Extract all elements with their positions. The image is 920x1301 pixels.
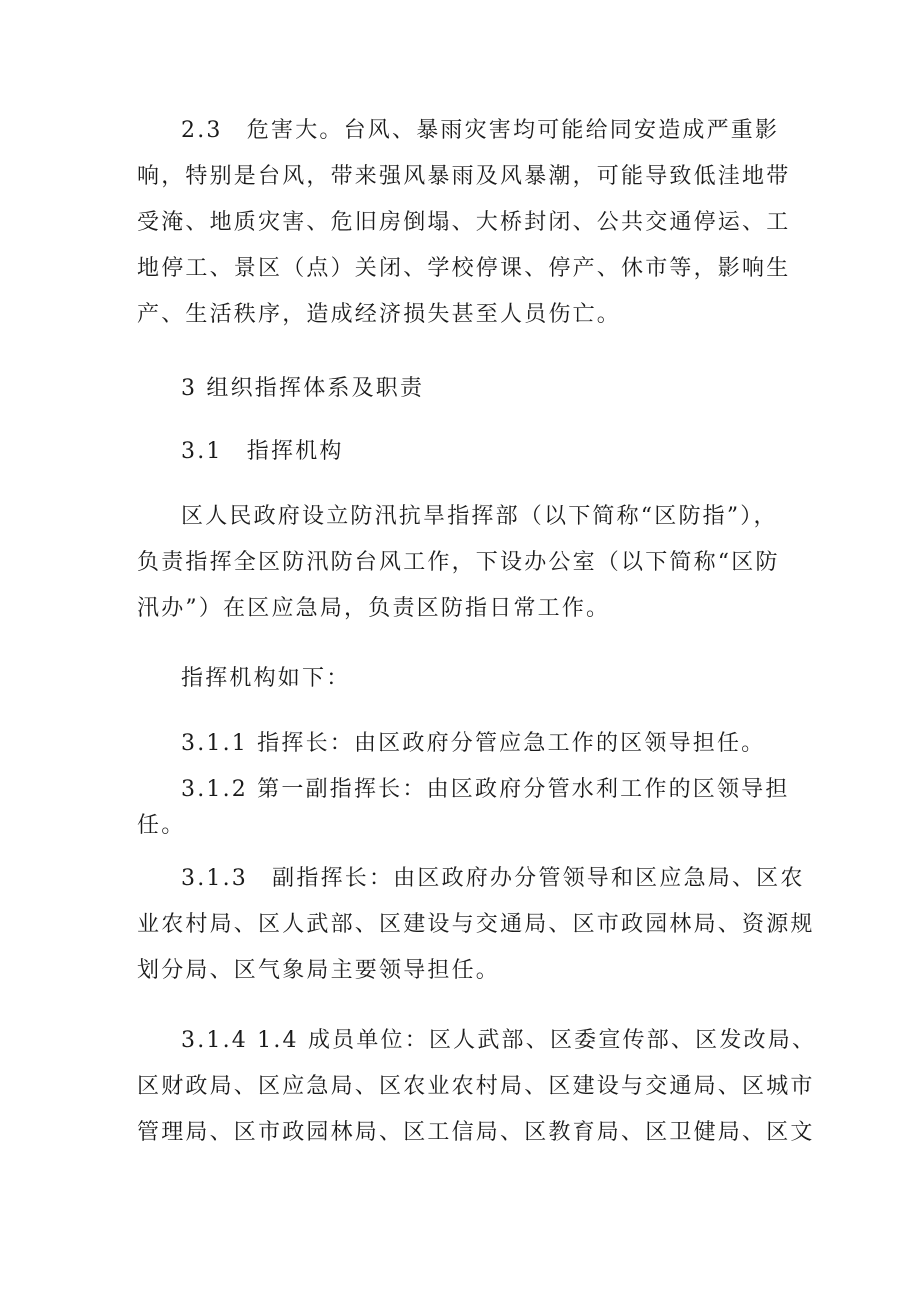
- text-line: 产、生活秩序，造成经济损失甚至人员伤亡。: [137, 302, 622, 327]
- text-line: 地停工、景区（点）关闭、学校停课、停产、休市等，影响生: [137, 256, 791, 281]
- section-heading: 3 组织指挥体系及职责: [181, 376, 425, 401]
- paragraph-2-3: [137, 108, 791, 338]
- heading-section-3-1: [137, 429, 787, 475]
- paragraph-3-1: [137, 494, 787, 632]
- paragraph-intro: [137, 656, 787, 702]
- text-line: 3.1.1 指挥长：由区政府分管应急工作的区领导担任。: [181, 731, 766, 756]
- text-line: 任。: [137, 813, 186, 838]
- text-line: 3.1.4 1.4 成员单位：区人武部、区委宣传部、区发改局、: [181, 1028, 817, 1053]
- text-line: 响，特别是台风，带来强风暴雨及风暴潮，可能导致低洼地带: [137, 164, 791, 189]
- text-line: 管理局、区市政园林局、区工信局、区教育局、区卫健局、区文: [137, 1120, 815, 1145]
- text-line: 区人民政府设立防汛抗旱指挥部（以下简称“区防指”），: [181, 504, 778, 529]
- paragraph-3-1-2: [137, 772, 790, 844]
- text-line: 2.3 危害大。台风、暴雨灾害均可能给同安造成严重影: [181, 118, 780, 143]
- paragraph-3-1-4: [137, 1018, 817, 1156]
- heading-section-3: [137, 366, 787, 412]
- paragraph-3-1-1: [137, 721, 787, 767]
- text-line: 汛办”）在区应急局，负责区防指日常工作。: [137, 596, 611, 621]
- text-line: 指挥机构如下：: [181, 666, 351, 691]
- text-line: 业农村局、区人武部、区建设与交通局、区市政园林局、资源规: [137, 912, 815, 937]
- paragraph-3-1-3: [137, 856, 815, 994]
- text-line: 负责指挥全区防汛防台风工作，下设办公室（以下简称“区防: [137, 550, 780, 575]
- subsection-heading: 3.1 指挥机构: [181, 439, 344, 464]
- text-line: 区财政局、区应急局、区农业农村局、区建设与交通局、区城市: [137, 1074, 815, 1099]
- text-line: 划分局、区气象局主要领导担任。: [137, 958, 501, 983]
- text-line: 受淹、地质灾害、危旧房倒塌、大桥封闭、公共交通停运、工: [137, 210, 791, 235]
- text-line: 3.1.2 第一副指挥长：由区政府分管水利工作的区领导担: [181, 777, 790, 802]
- text-line: 3.1.3 副指挥长：由区政府办分管领导和区应急局、区农: [181, 866, 805, 891]
